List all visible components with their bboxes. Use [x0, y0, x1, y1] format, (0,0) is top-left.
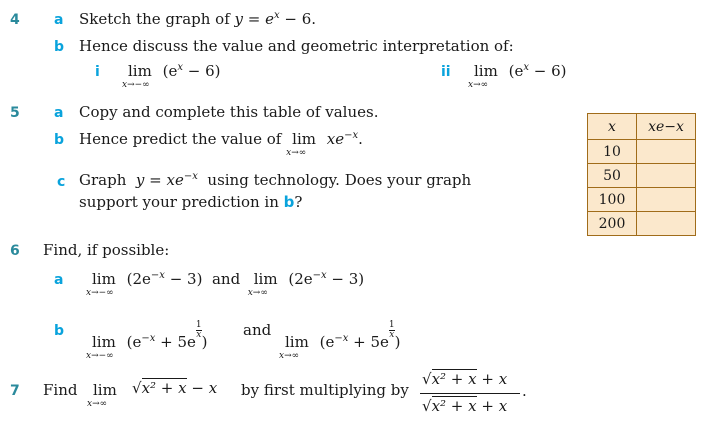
q7-radical-expression: √x² + x − x: [132, 379, 218, 397]
q4-subpart-i-expression: lim x→−∞ $(e^x - 6)$: [122, 62, 221, 90]
q7-text-find: Find: [43, 381, 78, 399]
q4-subpart-i-label: i: [95, 64, 100, 80]
question-4-number: 4: [10, 12, 20, 28]
table-header-row: [588, 114, 696, 140]
q4-part-a-label: a: [54, 12, 64, 28]
q5-part-b-label: b: [54, 132, 65, 148]
table-row: [588, 212, 696, 236]
q7-period: .: [522, 382, 527, 400]
q7-text-multiply: by first multiplying by: [241, 381, 409, 399]
q7-fraction-bar: [420, 393, 520, 394]
table-cell-value: [637, 140, 696, 164]
table-row: [588, 164, 696, 188]
q4-subpart-ii-expression: lim x→∞ $(e^x - 6)$: [468, 62, 567, 90]
q5-part-c-text: Graph $y = xe^{-x}$ using technology. Does your graph: [79, 171, 472, 189]
q6-part-b-label: b: [54, 323, 65, 339]
q4-part-a-text: Sketch the graph of $y = e^x - 6$.: [79, 10, 317, 28]
q5-part-b-text: Hence predict the value of lim x→∞ $xe^{-x}$.: [79, 130, 363, 158]
q7-fraction-numerator: √x² + x + x: [422, 370, 508, 388]
table-cell-x: 50: [588, 164, 637, 188]
q6-part-a-expression: lim x→−∞ $(2e^{-x} - 3)$ and lim x→∞ $(2e^{-x} - 3)$: [86, 270, 365, 298]
q5-part-a-text: Copy and complete this table of values.: [79, 103, 379, 121]
q5-part-a-label: a: [54, 105, 64, 121]
q6-intro-text: Find, if possible:: [43, 241, 170, 259]
q6-part-b-expression-2: lim x→∞ ($e^{-x} + 5e$ $^{\frac{1}{x}}$ ): [279, 320, 401, 361]
table-cell-value: [637, 212, 696, 236]
table-of-values: [587, 113, 696, 236]
table-header-xe-x: xe−x: [637, 114, 696, 140]
q6-part-b-expression: lim x→−∞ ($e^{-x} + 5e$ $^{\frac{1}{x}}$ ): [86, 320, 208, 361]
table-cell-value: [637, 188, 696, 212]
table-header-x: x: [588, 114, 637, 140]
table-cell-x: 200: [588, 212, 637, 236]
q7-fraction-denominator: √x² + x + x: [422, 397, 508, 415]
table-row: [588, 188, 696, 212]
q6-part-b-and: and: [243, 321, 272, 339]
q4-subpart-ii-label: ii: [441, 64, 451, 80]
q7-limit: lim x→∞: [87, 381, 117, 409]
q4-part-b-label: b: [54, 39, 65, 55]
question-6-number: 6: [10, 243, 20, 259]
q5-part-c-text-line2: support your prediction in b?: [79, 193, 303, 211]
table-cell-x: 10: [588, 140, 637, 164]
table-cell-value: [637, 164, 696, 188]
table-cell-x: 100: [588, 188, 637, 212]
question-5-number: 5: [10, 105, 20, 121]
part-b-reference: b: [283, 193, 295, 211]
table-row: [588, 140, 696, 164]
q4-part-b-text: Hence discuss the value and geometric interpretation of:: [79, 37, 514, 55]
q6-part-a-label: a: [54, 272, 64, 288]
question-7-number: 7: [10, 383, 20, 399]
q5-part-c-label: c: [57, 174, 66, 190]
